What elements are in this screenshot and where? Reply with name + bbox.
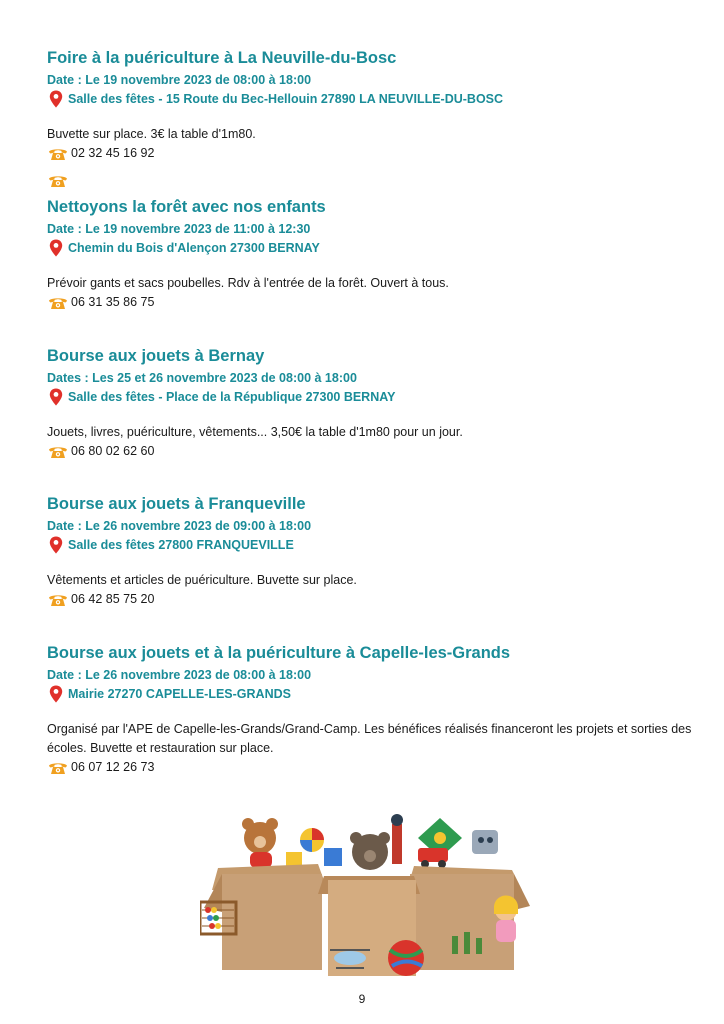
event-location-text: Mairie 27270 CAPELLE-LES-GRANDS — [68, 687, 291, 701]
event-phone-number: 06 31 35 86 75 — [71, 295, 155, 309]
event-description: Organisé par l'APE de Capelle-les-Grands/Grand-Camp. Les bénéfices réalisés financeront les projets et sorties des écoles. Buvette et restauration sur place. — [47, 722, 692, 755]
event-date: Date : Le 26 novembre 2023 de 09:00 à 18:00 — [47, 519, 312, 533]
event-title: Bourse aux jouets et à la puériculture à Capelle-les-Grands — [47, 644, 511, 662]
event-title: Nettoyons la forêt avec nos enfants — [47, 198, 326, 216]
telephone-icon — [47, 296, 69, 310]
event-date: Date : Le 19 novembre 2023 de 08:00 à 18:00 — [47, 73, 312, 87]
event-phone-number: 06 07 12 26 73 — [71, 760, 155, 774]
map-pin-icon — [49, 536, 63, 554]
event-description: Jouets, livres, puériculture, vêtements... 3,50€ la table d'1m80 pour un jour. — [47, 425, 463, 439]
telephone-icon — [47, 174, 69, 188]
event-location-text: Salle des fêtes - Place de la République 27300 BERNAY — [68, 390, 396, 404]
event-item — [47, 643, 697, 777]
event-phone-number: 06 42 85 75 20 — [71, 592, 155, 606]
event-phone — [47, 144, 697, 163]
event-location-text: Chemin du Bois d'Alençon 27300 BERNAY — [68, 241, 320, 255]
event-location — [47, 90, 697, 108]
event-title: Foire à la puériculture à La Neuville-du-Bosc — [47, 49, 397, 67]
map-pin-icon — [49, 388, 63, 406]
event-description: Buvette sur place. 3€ la table d'1m80. — [47, 127, 256, 141]
map-pin-icon — [49, 685, 63, 703]
event-location-text: Salle des fêtes 27800 FRANQUEVILLE — [68, 538, 294, 552]
event-description: Prévoir gants et sacs poubelles. Rdv à l'entrée de la forêt. Ouvert à tous. — [47, 276, 449, 290]
event-item — [47, 48, 697, 163]
event-date: Date : Le 19 novembre 2023 de 11:00 à 12:30 — [47, 222, 311, 236]
toy-boxes-illustration — [200, 808, 530, 980]
map-pin-icon — [49, 239, 63, 257]
telephone-icon — [47, 147, 69, 161]
event-phone-number: 02 32 45 16 92 — [71, 146, 155, 160]
telephone-icon — [47, 445, 69, 459]
event-phone — [47, 758, 697, 777]
page-number: 9 — [358, 992, 366, 1006]
telephone-icon — [47, 593, 69, 607]
event-description: Vêtements et articles de puériculture. Buvette sur place. — [47, 573, 357, 587]
event-title: Bourse aux jouets à Bernay — [47, 347, 265, 365]
event-date: Date : Le 26 novembre 2023 de 08:00 à 18:00 — [47, 668, 312, 682]
event-item — [47, 197, 697, 312]
event-item — [47, 494, 697, 609]
event-location-text: Salle des fêtes - 15 Route du Bec-Hellouin 27890 LA NEUVILLE-DU-BOSC — [68, 92, 504, 106]
event-location — [47, 388, 697, 406]
event-location — [47, 536, 697, 554]
telephone-icon — [47, 761, 69, 775]
event-location — [47, 239, 697, 257]
event-location — [47, 685, 697, 703]
event-date: Dates : Les 25 et 26 novembre 2023 de 08:00 à 18:00 — [47, 371, 357, 385]
event-phone — [47, 442, 697, 461]
event-phone-number: 06 80 02 62 60 — [71, 444, 155, 458]
event-phone — [47, 590, 697, 609]
event-item — [47, 346, 697, 461]
event-phone — [47, 293, 697, 312]
map-pin-icon — [49, 90, 63, 108]
event-title: Bourse aux jouets à Franqueville — [47, 495, 306, 513]
